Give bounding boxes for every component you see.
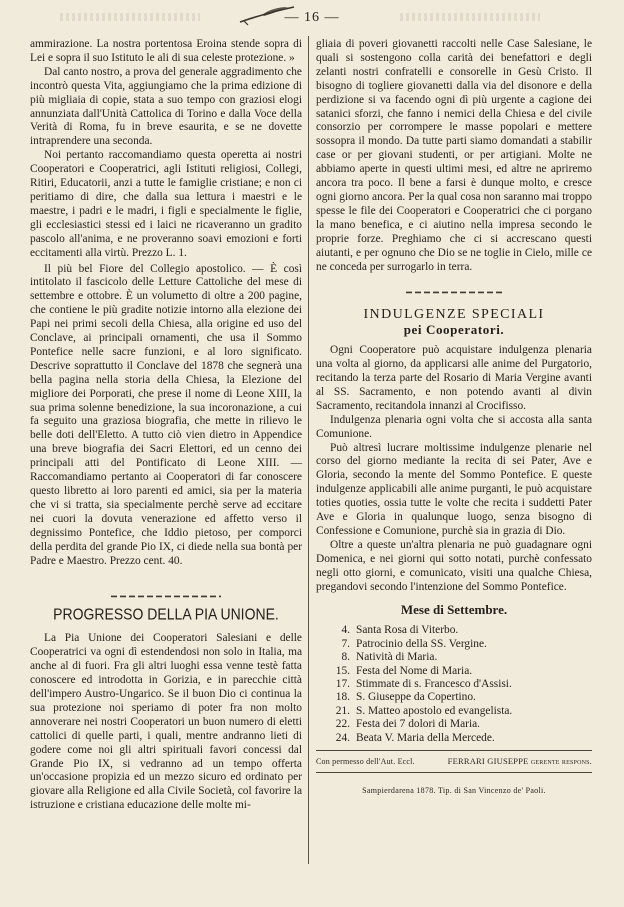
section-subheading: pei Cooperatori. [403,322,505,338]
list-item: 18. S. Giuseppe da Copertino. [335,691,476,704]
bleed-through-header-right [400,13,540,21]
section-heading-indulgences: INDULGENZE SPECIALI [363,307,545,323]
paragraph: gliaia di poveri giovanetti raccolti nelle Case Salesiane, le quali si sostengono colla carità dei benefattori e degli zelanti nostri confratelli e consorelle in Gesù Cristo. Il bisogno di togliere giovanetti dalla via del disonore e della perdizione si va facendo ogni dì più urgente a cagione dei satanici sforzi, che fanno i nemici della Chiesa e del civile consorzio per corrompere le masse popolari e mettere sossopra il mondo. Da tutte parti siamo domandati a stabilir case or per giovani studenti, or per artigiani. Molte ne abbiamo aperte in questi ultimi mesi, ed altre ne apriremo ancora tra poco. Il bene a farsi è dunque molto, e cresce ogni giorno ancora. Per la qual cosa non saranno mai troppo spesse le file dei Cooperatori e Cooperatrici che ci porgano la mano benefica, e ci aiutino nella impresa secondo le proprie forze. Preghiamo che ci si accrescano questi aiutanti, e per ognuno che Dio se ne toglie in Cielo, mille ce ne conceda per surrogarlo in terra. [316,38,592,273]
wavy-separator [406,288,502,296]
paragraph: Il più bel Fiore del Collegio apostolico. — È così intitolato il fascicolo delle Letture Cattoliche del mese di settembre e ottobre. È un volumetto di oltre a 200 pagine, che contiene le più gradite notizie intorno alla elezione dei Papi nei primi secoli della Chiesa, alla origine ed uso del Conclave, ai principali ornamenti, che usa il Sommo Pontefice nelle sacre funzioni, e al loro significato. Descrive soprattutto il Conclave del 1878 che segnerà una bella pagina nella storia della Chiesa, la Elezione del migliore dei Porporati, che prese il nome di Leone XIII, la sua prima solenne benedizione, la sua incoronazione, a cui fa seguito una graziosa biografia, che mette in rilievo le belle doti dell'Eletto. A tutto ciò vien dietro in Appendice una breve biografia dei Sacri Elettori, ed un cenno dei principali atti del Pontificato di Leone XIII. — Raccomandiamo pertanto ai Cooperatori di far conoscere questo libretto ai loro parenti ed amici, sia per la materia che vi si tratta, sia specialmente perchè serve ad eccitare nei cuori la dovuta venerazione ed affetto verso il degnissimo Pontefice, che Iddio pietoso, per comporci della perdita del grande Pio IX, ci diede nella sua bontà per Padre e Maestro. Prezzo cent. 40. [30,262,302,567]
list-item: 24. Beata V. Maria della Mercede. [335,731,495,744]
paragraph: Può altresì lucrare moltissime indulgenze plenarie nel corso del giorno mediante la recita di sei Pater, Ave e Gloria, secondo la mente del Sommo Pontefice. E queste indulgenze applicabili alle anime purganti, le può acquistare toties quoties, ossia tutte le volte che recita i suddetti Pater Ave e Gloria in qualunque luogo, senza bisogno di Confessione e Comunione, purchè sia in grazia di Dio. [316,441,592,537]
list-item: 21. S. Matteo apostolo ed evangelista. [335,704,513,717]
paragraph: Noi pertanto raccomandiamo questa operetta ai nostri Cooperatori e Cooperatrici, agli Istituti religiosi, Collegi, Ritiri, Educatorii, anzi a tutte le famiglie cristiane; e non ci peritiamo di dire, che dalla sua lettura i maestri e le maestre, i padri e le madri, i figli e specialmente le figlie, gli ecclesiastici stessi ed i laici ne ricaveranno un gradito pascolo all'anima, e ne proveranno soavi emozioni e forti eccitamenti alla virtù. Prezzo L. 1. [30,149,302,259]
list-item: 17. Stimmate di s. Francesco d'Assisi. [335,678,512,691]
bleed-through-header-left [60,13,200,21]
imprimatur-text: Con permesso dell'Aut. Eccl. [316,757,415,767]
footer-rule [316,750,592,751]
left-column [30,38,302,813]
list-item: 7. Patrocinio della SS. Vergine. [341,637,487,650]
list-item: 8. Natività di Maria. [341,651,438,664]
editor-text: FERRARI GIUSEPPE gerente respons. [447,756,592,767]
paragraph: La Pia Unione dei Cooperatori Salesiani e delle Cooperatrici va ogni dì estendendosi non solo in Italia, ma anche al di fuori. Fra gli altri luoghi essa venne testè fatta conoscere ed introdotta in Gorizia, e in parecchie città dell'impero Austro-Ungarico. Se il buon Dio ci continua la sua protezione noi speriamo di poter fra non molto annoverare nei nostri Cooperatori un buon numero di eletti cattolici di quelle parti, i quali, mentre andranno lieti di godere come noi gli altri spirituali favori concessi dal Grande Pio IX, si vedranno ad un tempo offerta un'occasione propizia ed un mezzo sicuro ed ordinato per giovare alla Religione ed alla Civile Società, col favorire la istruzione e cristiana educazione delle molte mi- [30,632,302,812]
page-number: — 16 — [284,10,340,25]
paragraph: Indulgenza plenaria ogni volta che si accosta alla santa Comunione. [316,413,592,440]
column-divider [308,36,309,864]
feast-list [316,624,592,745]
paragraph: Ogni Cooperatore può acquistare indulgenza plenaria una volta al giorno, da applicarsi alle anime del Purgatorio, recitando la terza parte del Rosario di Maria Vergine avanti al SS. Sacramento, e non potendo avanti al divin Sacramento, recitandola innanzi al Crocifisso. [316,344,592,412]
right-column [316,38,592,798]
paragraph: ammirazione. La nostra portentosa Eroina stende sopra di Lei e sopra il suo Istituto le ali di sua celeste protezione. » [30,38,302,64]
imprint-line [316,755,592,769]
wavy-separator [111,592,221,600]
list-item: 22. Festa dei 7 dolori di Maria. [335,718,481,731]
section-heading-progress: PROGRESSO DELLA PIA UNIONE. [53,605,279,624]
month-heading: Mese di Settembre. [400,601,508,617]
paragraph: Oltre a queste un'altra plenaria ne può guadagnare ogni Domenica, e nei giorni qui sotto notati, purchè confessato negli otto giorni, e comunicato, visiti una qualche Chiesa, pregandovi secondo l'intenzione del Sommo Pontefice. [316,538,592,593]
footer-rule [316,772,592,773]
list-item: 4. Santa Rosa di Viterbo. [341,624,459,637]
paragraph: Dal canto nostro, a prova del generale aggradimento che incontrò questa Vita, aggiungiamo che la prima edizione di più migliaia di copie, stata a suo tempo con graziosi elogi annunziata dall'Unità Cattolica di Torino e dalla Voce della Verità di Roma, fu in breve esaurita, e se ne dovette intraprendere una seconda. [30,65,302,148]
printer-line: Sampierdarena 1878. Tip. di San Vincenzo de' Paoli. [362,786,546,795]
list-item: 15. Festa del Nome di Maria. [335,664,473,677]
